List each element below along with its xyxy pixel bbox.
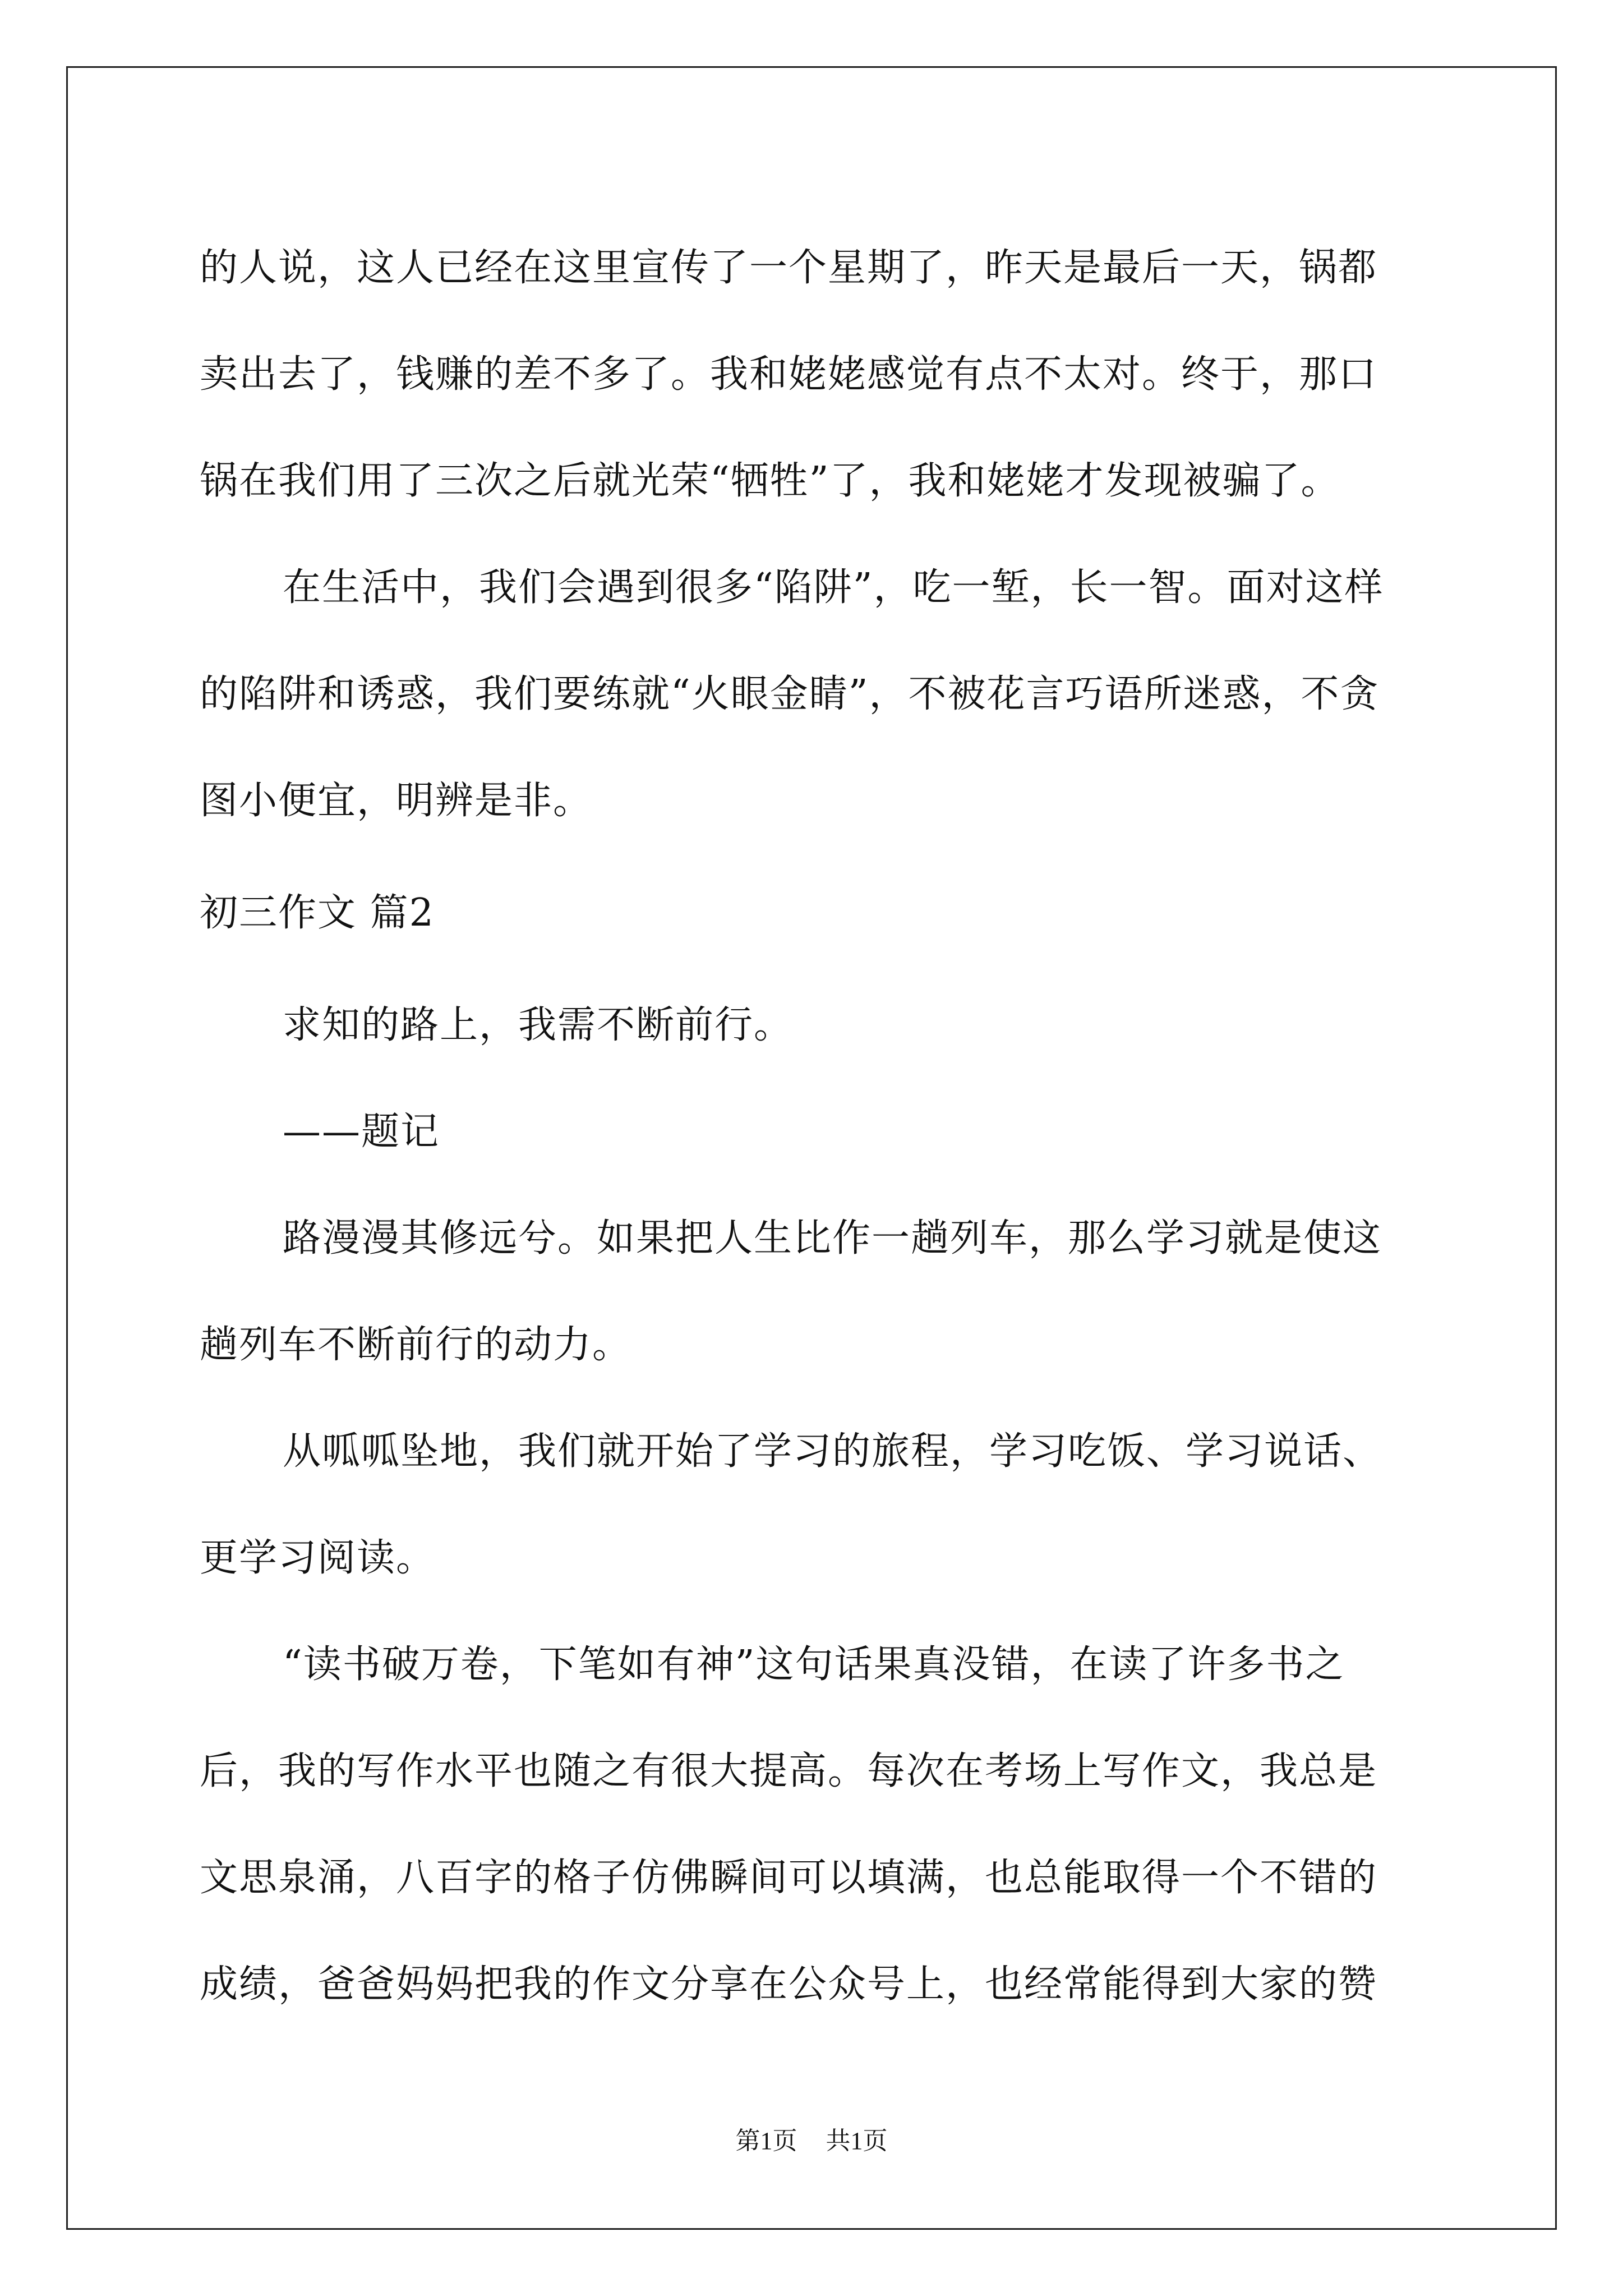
- section-heading: 初三作文 篇2: [200, 891, 435, 935]
- paragraph-line: 从呱呱坠地，我们就开始了学习的旅程，学习吃饭、学习说话、: [283, 1429, 1382, 1474]
- document-body: [200, 215, 1426, 2038]
- paragraph-line: “读书破万卷，下笔如有神”这句话果真没错，在读了许多书之: [283, 1642, 1345, 1687]
- paragraph-line: 求知的路上，我需不断前行。: [283, 1003, 794, 1047]
- paragraph-line: 后，我的写作水平也随之有很大提高。每次在考场上写作文，我总是: [200, 1749, 1378, 1793]
- paragraph-line: 的人说，这人已经在这里宣传了一个星期了，昨天是最后一天，锅都: [200, 246, 1378, 290]
- epigraph-attribution: ——题记: [283, 1110, 440, 1154]
- paragraph-line: 成绩，爸爸妈妈把我的作文分享在公众号上，也经常能得到大家的赞: [200, 1962, 1378, 2007]
- paragraph-line: 锅在我们用了三次之后就光荣“牺牲”了，我和姥姥才发现被骗了。: [200, 459, 1340, 503]
- paragraph-line: 文思泉涌，八百字的格子仿佛瞬间可以填满，也总能取得一个不错的: [200, 1856, 1378, 1900]
- page-number: 第1页: [735, 2127, 797, 2155]
- paragraph-line: 卖出去了，钱赚的差不多了。我和姥姥感觉有点不太对。终于，那口: [200, 352, 1378, 397]
- paragraph-line: 的陷阱和诱惑，我们要练就“火眼金睛”，不被花言巧语所迷惑，不贪: [200, 672, 1380, 716]
- paragraph-line: 更学习阅读。: [200, 1536, 436, 1580]
- page-footer: [0, 2120, 1623, 2156]
- paragraph-line: 在生活中，我们会遇到很多“陷阱”，吃一堑，长一智。面对这样: [283, 565, 1384, 610]
- page-total: 共1页: [826, 2127, 888, 2155]
- paragraph-line: 趟列车不断前行的动力。: [200, 1323, 632, 1367]
- paragraph-line: 路漫漫其修远兮。如果把人生比作一趟列车，那么学习就是使这: [283, 1216, 1382, 1260]
- paragraph-line: 图小便宜，明辨是非。: [200, 779, 593, 823]
